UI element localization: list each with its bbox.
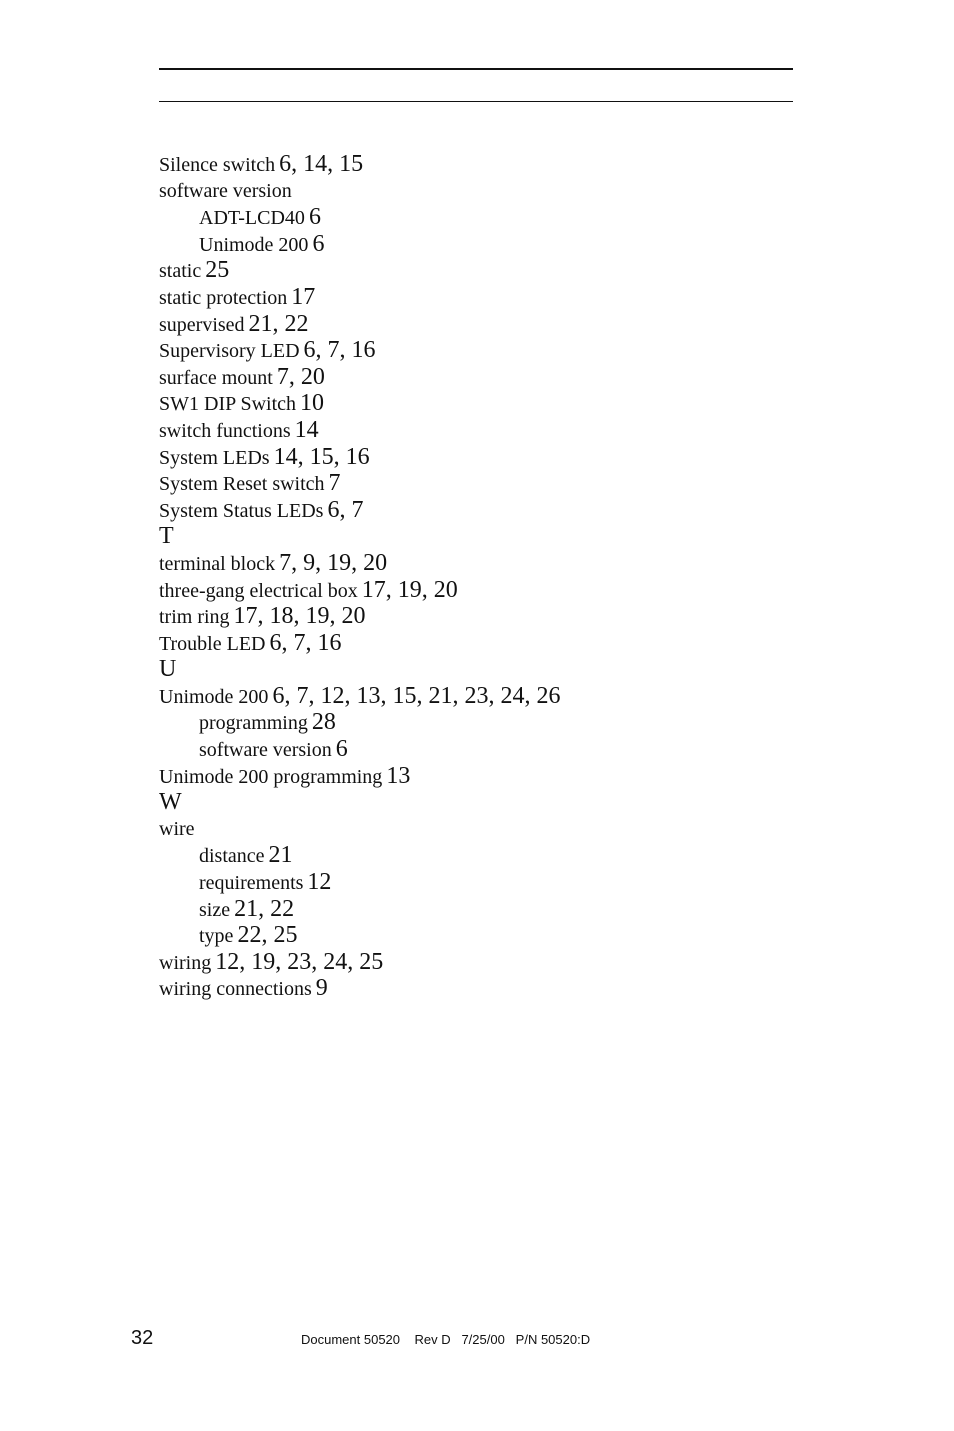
index-page-refs: 6 — [312, 230, 325, 257]
index-term: wiring — [159, 951, 212, 974]
index-term: ADT-LCD40 — [199, 207, 305, 230]
index-section-letter: W — [159, 789, 182, 816]
index-subentry — [159, 736, 799, 763]
index-subentry — [159, 842, 799, 869]
index-term: trim ring — [159, 606, 230, 629]
index-term: Silence switch — [159, 154, 276, 176]
index-term: distance — [199, 845, 265, 868]
index-page-refs: 7 — [328, 470, 341, 497]
index-entry — [159, 417, 799, 444]
index-term: type — [199, 925, 234, 948]
index-entry — [159, 284, 799, 311]
header-rule-bottom — [159, 101, 793, 102]
index-term: programming — [199, 712, 308, 735]
index-term: three-gang electrical box — [159, 579, 358, 602]
index-page-refs: 13 — [386, 762, 411, 789]
index-term: Unimode 200 programming — [159, 765, 383, 788]
footer-document-info — [301, 1332, 590, 1347]
index-entry — [159, 178, 799, 205]
index-entry — [159, 337, 799, 364]
index-page-refs: 6, 14, 15 — [279, 151, 364, 177]
index-entry — [159, 444, 799, 471]
index-term: software version — [159, 179, 292, 202]
index-page-refs: 12, 19, 23, 24, 25 — [215, 948, 384, 975]
footer-part-number: P/N 50520:D — [515, 1332, 591, 1347]
index-page-refs: 21, 22 — [248, 310, 309, 337]
index-entry — [159, 975, 799, 1002]
index-term: Trouble LED — [159, 632, 266, 655]
index-page-refs: 7, 20 — [276, 363, 325, 390]
index-entry — [159, 816, 799, 843]
index-subentry — [159, 922, 799, 949]
index-entry — [159, 763, 799, 790]
index-term: supervised — [159, 313, 245, 336]
index-entry — [159, 257, 799, 284]
index-subentry — [159, 896, 799, 923]
index-entry — [159, 683, 799, 710]
index-entry — [159, 364, 799, 391]
index-page-refs: 6, 7, 16 — [269, 629, 342, 656]
index-term: System Status LEDs — [159, 499, 324, 522]
index-subentry — [159, 204, 799, 231]
index-entry — [159, 630, 799, 657]
index-term: Unimode 200 — [199, 233, 309, 256]
index-page-refs: 25 — [205, 257, 230, 284]
index-page-refs: 17, 18, 19, 20 — [233, 603, 366, 630]
header-rule-top — [159, 68, 793, 70]
index-page-refs: 6, 7, 16 — [303, 337, 376, 364]
index-term: size — [199, 898, 231, 921]
index-term: switch functions — [159, 419, 291, 442]
footer-document: Document 50520 — [301, 1332, 401, 1347]
index-term: SW1 DIP Switch — [159, 393, 297, 416]
index-entry — [159, 311, 799, 338]
index-subentry — [159, 869, 799, 896]
index-term: static — [159, 260, 202, 283]
index-page-refs: 7, 9, 19, 20 — [279, 549, 388, 576]
index-page-refs: 12 — [307, 869, 332, 896]
index-term: surface mount — [159, 366, 273, 389]
page-number: 32 — [131, 1327, 154, 1349]
index-page-refs: 6 — [308, 204, 321, 231]
index-page-refs: 28 — [311, 709, 336, 736]
index-entry — [159, 603, 799, 630]
index-term: software version — [199, 739, 332, 762]
index-entry — [159, 497, 799, 524]
index-page-refs: 21 — [268, 842, 293, 869]
index-page-refs: 9 — [315, 975, 328, 1002]
index-term: System LEDs — [159, 446, 270, 469]
index-list — [159, 151, 799, 1002]
index-term: static protection — [159, 286, 288, 309]
index-entry — [159, 390, 799, 417]
index-page-refs: 21, 22 — [234, 895, 295, 922]
index-term: terminal block — [159, 552, 276, 575]
index-term: wiring connections — [159, 978, 312, 1001]
index-section-letter: T — [159, 523, 174, 550]
index-page-refs: 6 — [335, 736, 348, 763]
index-subentry — [159, 709, 799, 736]
index-term: Supervisory LED — [159, 340, 300, 363]
index-section-letter: U — [159, 656, 177, 683]
index-page-refs: 22, 25 — [237, 922, 298, 949]
index-entry — [159, 577, 799, 604]
index-page-refs: 14, 15, 16 — [273, 443, 370, 470]
index-page-refs: 17, 19, 20 — [361, 576, 458, 603]
footer-revision: Rev D — [414, 1332, 451, 1347]
index-entry — [159, 151, 799, 178]
index-page-refs: 6, 7, 12, 13, 15, 21, 23, 24, 26 — [272, 682, 561, 709]
index-entry — [159, 949, 799, 976]
index-subentry — [159, 231, 799, 258]
index-term: Unimode 200 — [159, 685, 269, 708]
index-term: wire — [159, 817, 195, 840]
index-entry — [159, 470, 799, 497]
index-entry — [159, 550, 799, 577]
footer-date: 7/25/00 — [461, 1332, 505, 1347]
index-page-refs: 14 — [294, 416, 319, 443]
index-page-refs: 10 — [300, 390, 325, 417]
index-term: System Reset switch — [159, 473, 325, 496]
index-page-refs: 17 — [291, 283, 316, 310]
index-term: requirements — [199, 872, 304, 895]
index-page-refs: 6, 7 — [327, 496, 364, 523]
